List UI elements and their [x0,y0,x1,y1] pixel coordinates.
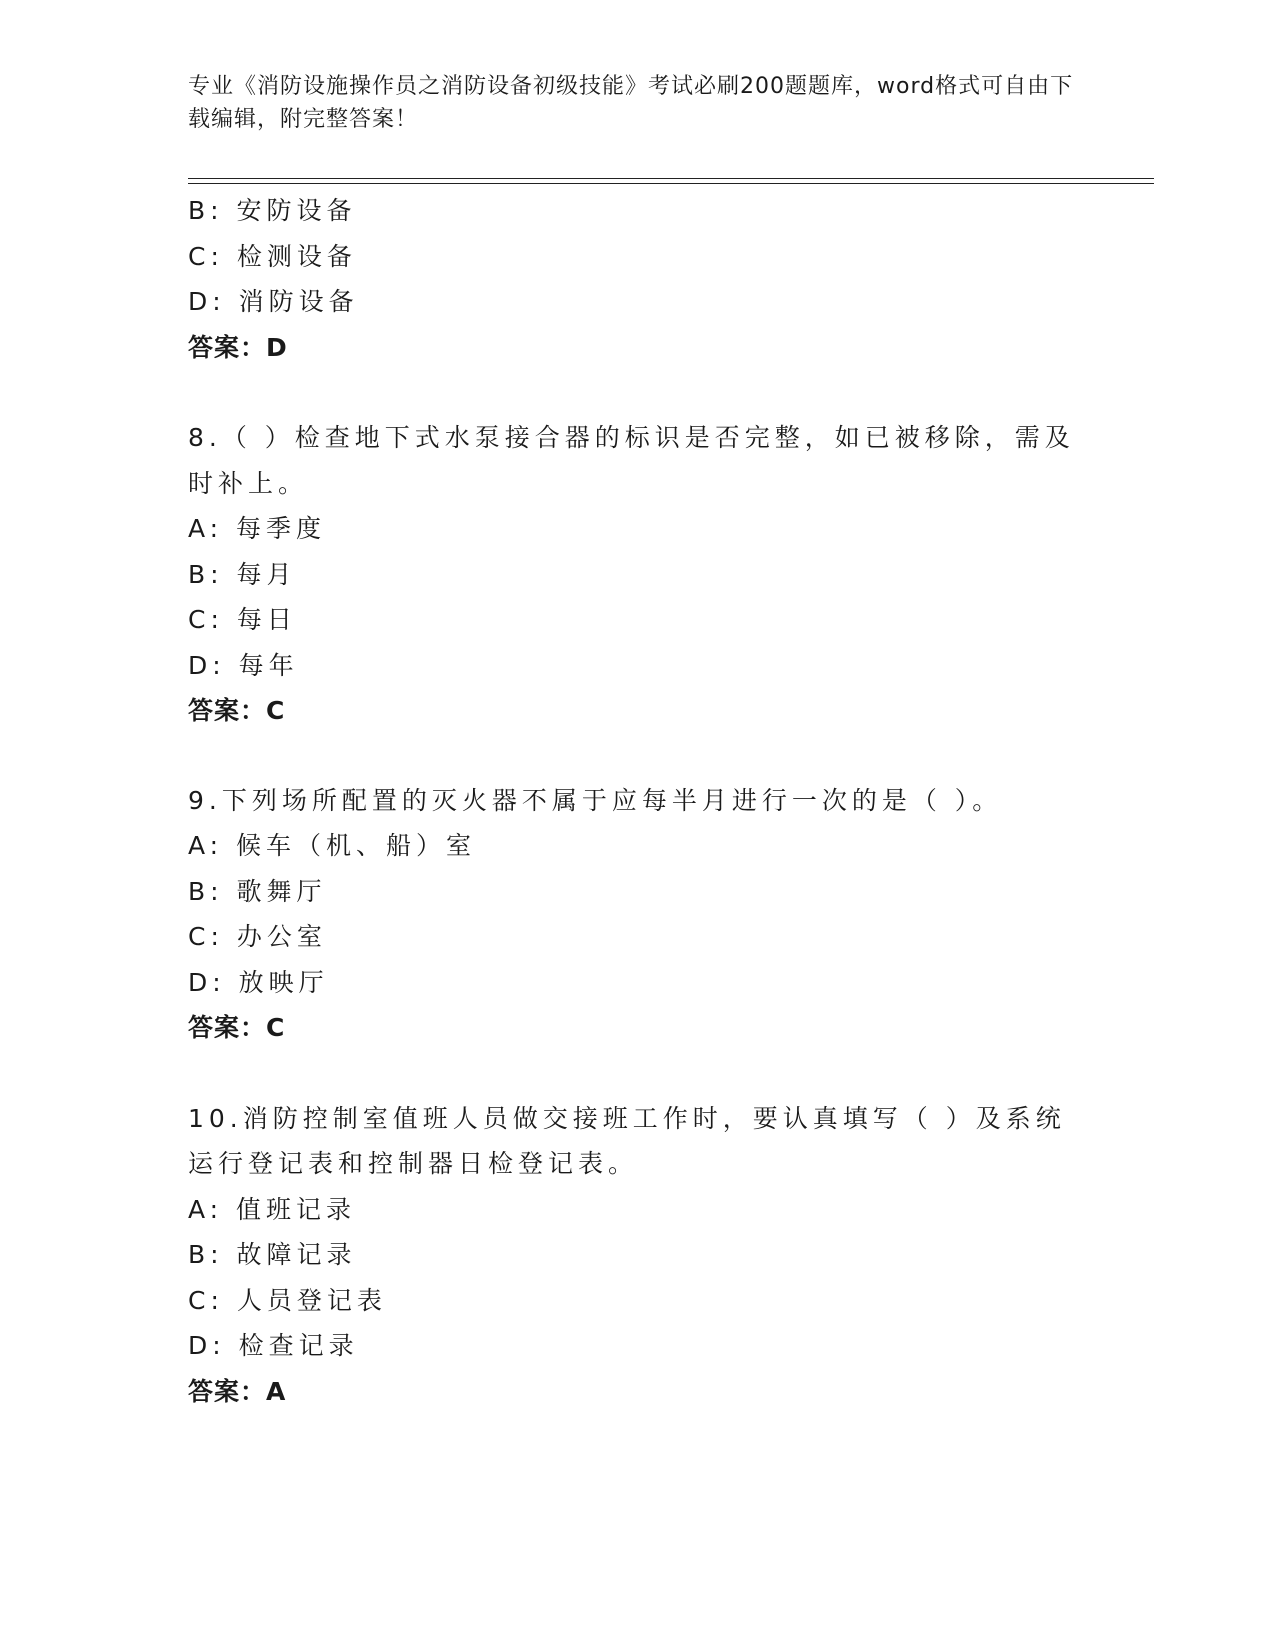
option-b: B: 每月 [188,559,297,589]
spacer [188,1051,1088,1096]
option-c: C: 人员登记表 [188,1285,387,1315]
spacer [188,370,1088,415]
option-c: C: 每日 [188,605,297,634]
question-block-7-continued [188,188,1088,370]
answer-line: 答案：C [188,1013,286,1042]
option-b: B: 安防设备 [188,196,357,225]
question-block-9 [188,778,1088,1051]
question-block-10 [188,1096,1088,1415]
page-header [188,70,1088,136]
header-divider [188,178,1154,184]
option-a: A: 每季度 [188,514,327,543]
option-b: B: 故障记录 [188,1240,357,1269]
question-block-8 [188,415,1088,734]
option-c: C: 检测设备 [188,241,357,271]
header-text: 专业《消防设施操作员之消防设备初级技能》考试必刷200题题库，word格式可自由下载编辑，附完整答案！ [188,74,1074,132]
option-d: D: 每年 [188,650,299,680]
answer-line: 答案：A [188,1376,287,1406]
answer-line: 答案：D [188,332,288,362]
option-c: C: 办公室 [188,922,327,951]
question-list [188,188,1088,1414]
option-d: D: 消防设备 [188,287,359,316]
option-a: A: 候车（机、船）室 [188,831,477,860]
answer-line: 答案：C [188,696,286,725]
option-b: B: 歌舞厅 [188,876,327,906]
option-d: D: 放映厅 [188,967,329,997]
question-stem: 9.下列场所配置的灭火器不属于应每半月进行一次的是（ ）。 [188,785,1003,815]
question-stem: 10.消防控制室值班人员做交接班工作时，要认真填写（ ）及系统运行登记表和控制器日检登记表。 [188,1103,1066,1178]
spacer [188,734,1088,778]
option-a: A: 值班记录 [188,1194,357,1224]
question-stem: 8.（ ）检查地下式水泵接合器的标识是否完整，如已被移除，需及时补上。 [188,423,1075,498]
option-d: D: 检查记录 [188,1331,359,1360]
